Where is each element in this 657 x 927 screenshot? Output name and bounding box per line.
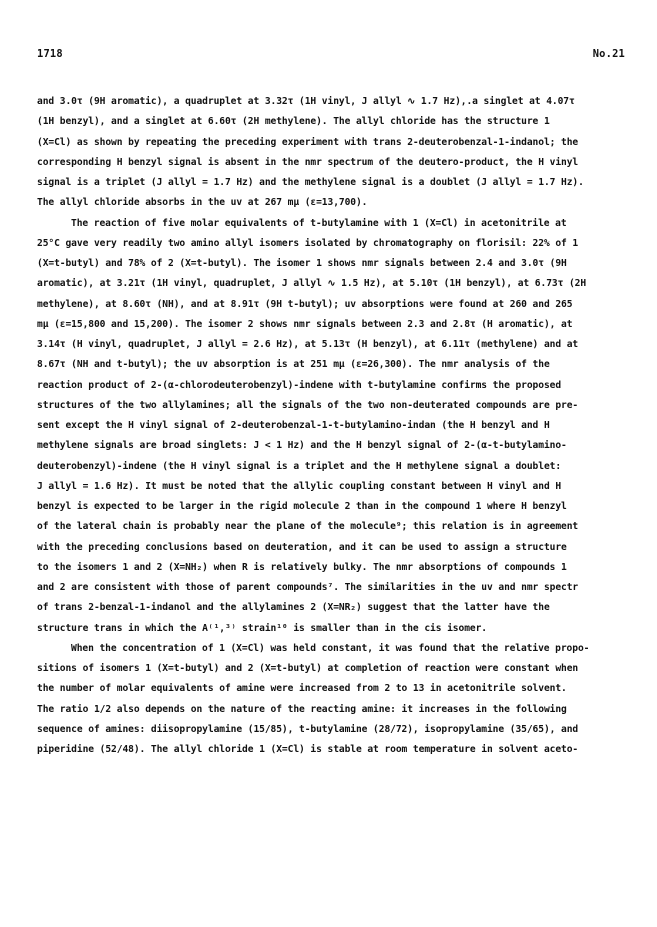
- text-line: signal is a triplet (J allyl = 1.7 Hz) and the methylene signal is a doublet (J allyl = 1.7 Hz).: [37, 177, 584, 188]
- text-line: the number of molar equivalents of amine were increased from 2 to 13 in acetonitrile solvent.: [37, 683, 567, 695]
- issue-number: No.21: [592, 48, 625, 60]
- text-line: corresponding H benzyl signal is absent in the nmr spectrum of the deutero-product, the H vinyl: [37, 156, 579, 168]
- article-body: [37, 92, 625, 760]
- text-line: When the concentration of 1 (X=Cl) was held constant, it was found that the relative propo-: [71, 642, 590, 654]
- text-line: The reaction of five molar equivalents of t-butylamine with 1 (X=Cl) in acetonitrile at: [71, 217, 567, 229]
- text-line: aromatic), at 3.21τ (1H vinyl, quadruplet, J allyl ∿ 1.5 Hz), at 5.10τ (1H benzyl), at 6.73τ (2H: [37, 278, 587, 290]
- text-line: sequence of amines: diisopropylamine (15/85), t-butylamine (28/72), isopropylamine (35/65), and: [37, 723, 579, 735]
- text-line: to the isomers 1 and 2 (X=NH₂) when R is relatively bulky. The nmr absorptions of compounds 1: [37, 561, 567, 573]
- text-line: methylene signals are broad singlets: J < 1 Hz) and the H benzyl signal of 2-(α-t-butylamino-: [37, 440, 567, 452]
- text-line: sent except the H vinyl signal of 2-deuterobenzal-1-t-butylamino-indan (the H benzyl and H: [37, 420, 550, 431]
- text-line: mμ (ε=15,800 and 15,200). The isomer 2 shows nmr signals between 2.3 and 2.8τ (H aromatic), at: [37, 318, 573, 330]
- page-number: 1718: [37, 48, 63, 60]
- text-line: piperidine (52/48). The allyl chloride 1 (X=Cl) is stable at room temperature in solvent aceto-: [37, 744, 579, 755]
- text-line: with the preceding conclusions based on deuteration, and it can be used to assign a structure: [37, 541, 567, 553]
- text-line: deuterobenzyl)-indene (the H vinyl signal is a triplet and the H methylene signal a doublet:: [37, 460, 562, 472]
- text-line: structures of the two allylamines; all the signals of the two non-deuterated compounds are pre-: [37, 399, 579, 411]
- text-line: and 3.0τ (9H aromatic), a quadruplet at 3.32τ (1H vinyl, J allyl ∿ 1.7 Hz),.a singlet at 4.07τ: [37, 96, 575, 107]
- text-line: The allyl chloride absorbs in the uv at 267 mμ (ε=13,700).: [37, 197, 368, 209]
- text-line: 3.14τ (H vinyl, quadruplet, J allyl = 2.6 Hz), at 5.13τ (H benzyl), at 6.11τ (methylene) and at: [37, 339, 579, 350]
- text-line: of trans 2-benzal-1-indanol and the allylamines 2 (X=NR₂) suggest that the latter have the: [37, 602, 550, 614]
- text-line: benzyl is expected to be larger in the rigid molecule 2 than in the compound 1 where H benzyl: [37, 501, 567, 512]
- text-line: methylene), at 8.60τ (NH), and at 8.91τ (9H t-butyl); uv absorptions were found at 260 and 265: [37, 298, 573, 310]
- text-line: reaction product of 2-(α-chlorodeuterobenzyl)-indene with t-butylamine confirms the proposed: [37, 379, 562, 391]
- text-line: 25°C gave very readily two amino allyl isomers isolated by chromatography on florisil: 22% of 1: [37, 237, 579, 249]
- text-line: (1H benzyl), and a singlet at 6.60τ (2H methylene). The allyl chloride has the structure 1: [37, 116, 550, 128]
- text-line: structure trans in which the A⁽¹,³⁾ strain¹⁰ is smaller than in the cis isomer.: [37, 622, 487, 634]
- text-line: and 2 are consistent with those of parent compounds⁷. The similarities in the uv and nmr spectr: [37, 582, 579, 593]
- text-line: (X=t-butyl) and 78% of 2 (X=t-butyl). The isomer 1 shows nmr signals between 2.4 and 3.0τ (9H: [37, 258, 567, 269]
- text-line: The ratio 1/2 also depends on the nature of the reacting amine: it increases in the following: [37, 703, 567, 715]
- text-line: J allyl = 1.6 Hz). It must be noted that the allylic coupling constant between H vinyl and H: [37, 480, 562, 492]
- text-line: sitions of isomers 1 (X=t-butyl) and 2 (X=t-butyl) at completion of reaction were constant when: [37, 663, 579, 674]
- text-line: of the lateral chain is probably near the plane of the molecule⁹; this relation is in agreement: [37, 521, 579, 533]
- text-line: 8.67τ (NH and t-butyl); the uv absorption is at 251 mμ (ε=26,300). The nmr analysis of the: [37, 359, 550, 371]
- text-line: (X=Cl) as shown by repeating the preceding experiment with trans 2-deuterobenzal-1-indanol; the: [37, 136, 579, 148]
